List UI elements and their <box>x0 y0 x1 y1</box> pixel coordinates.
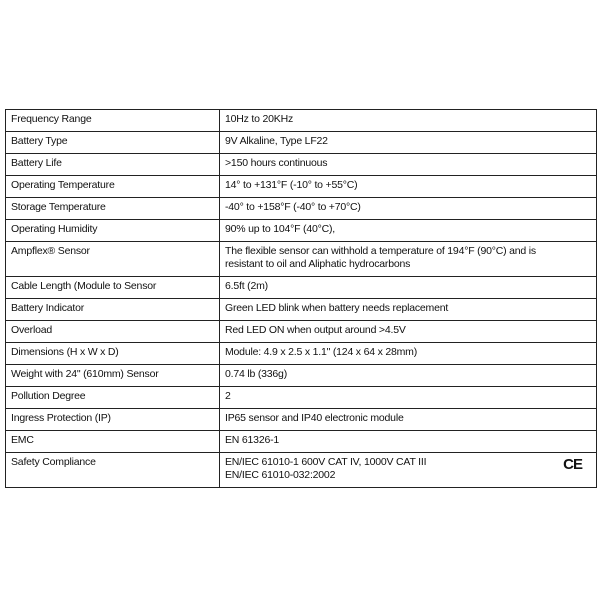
spec-label: Weight with 24" (610mm) Sensor <box>6 365 220 387</box>
spec-label: Safety Compliance <box>6 453 220 488</box>
spec-value-line: Red LED ON when output around >4.5V <box>225 324 406 336</box>
spec-label: Frequency Range <box>6 110 220 132</box>
spec-value <box>220 365 597 387</box>
spec-row <box>6 110 597 132</box>
spec-value-line: Green LED blink when battery needs replacement <box>225 302 449 314</box>
spec-value <box>220 242 597 277</box>
spec-row <box>6 198 597 220</box>
spec-label: Ingress Protection (IP) <box>6 409 220 431</box>
spec-value-line: 6.5ft (2m) <box>225 280 268 292</box>
spec-label: Cable Length (Module to Sensor <box>6 277 220 299</box>
spec-value <box>220 110 597 132</box>
spec-value-line: 10Hz to 20KHz <box>225 113 294 125</box>
spec-value-line: 90% up to 104°F (40°C), <box>225 223 336 235</box>
spec-value <box>220 176 597 198</box>
spec-label: Overload <box>6 321 220 343</box>
spec-value <box>220 453 597 488</box>
spec-label: Operating Humidity <box>6 220 220 242</box>
spec-row <box>6 409 597 431</box>
spec-label: Storage Temperature <box>6 198 220 220</box>
spec-value-line: 0.74 lb (336g) <box>225 368 287 380</box>
spec-row <box>6 365 597 387</box>
spec-value-line: EN/IEC 61010-1 600V CAT IV, 1000V CAT III <box>225 456 427 468</box>
spec-value-line: The flexible sensor can withhold a temperature of 194°F (90°C) and is <box>225 245 536 257</box>
spec-row <box>6 242 597 277</box>
spec-row <box>6 387 597 409</box>
spec-row <box>6 277 597 299</box>
spec-value <box>220 198 597 220</box>
spec-label: Battery Indicator <box>6 299 220 321</box>
spec-value <box>220 154 597 176</box>
spec-row <box>6 431 597 453</box>
specifications-table <box>5 109 597 488</box>
spec-value-line: 9V Alkaline, Type LF22 <box>225 135 328 147</box>
spec-value-line: 2 <box>225 390 231 402</box>
spec-label: Dimensions (H x W x D) <box>6 343 220 365</box>
spec-row <box>6 132 597 154</box>
spec-label: EMC <box>6 431 220 453</box>
spec-row <box>6 220 597 242</box>
spec-value <box>220 299 597 321</box>
spec-value <box>220 132 597 154</box>
spec-row <box>6 343 597 365</box>
spec-value-line: Module: 4.9 x 2.5 x 1.1" (124 x 64 x 28mm) <box>225 346 418 358</box>
spec-row <box>6 321 597 343</box>
spec-value <box>220 343 597 365</box>
ce-mark-icon: CE <box>563 456 582 473</box>
spec-label: Ampflex® Sensor <box>6 242 220 277</box>
spec-value-line: >150 hours continuous <box>225 157 328 169</box>
spec-value <box>220 220 597 242</box>
spec-value-line: -40° to +158°F (-40° to +70°C) <box>225 201 361 213</box>
spec-label: Operating Temperature <box>6 176 220 198</box>
spec-row <box>6 154 597 176</box>
spec-value <box>220 431 597 453</box>
spec-label: Battery Type <box>6 132 220 154</box>
spec-value-line: 14° to +131°F (-10° to +55°C) <box>225 179 358 191</box>
spec-value-line: IP65 sensor and IP40 electronic module <box>225 412 404 424</box>
spec-value-line: EN 61326-1 <box>225 434 280 446</box>
spec-value <box>220 387 597 409</box>
spec-row <box>6 453 597 488</box>
spec-label: Pollution Degree <box>6 387 220 409</box>
spec-row <box>6 176 597 198</box>
spec-label: Battery Life <box>6 154 220 176</box>
spec-value <box>220 277 597 299</box>
spec-value-line: EN/IEC 61010-032:2002 <box>225 469 336 481</box>
spec-row <box>6 299 597 321</box>
spec-value-line: resistant to oil and Aliphatic hydrocarbons <box>225 258 411 270</box>
spec-value <box>220 409 597 431</box>
spec-value <box>220 321 597 343</box>
